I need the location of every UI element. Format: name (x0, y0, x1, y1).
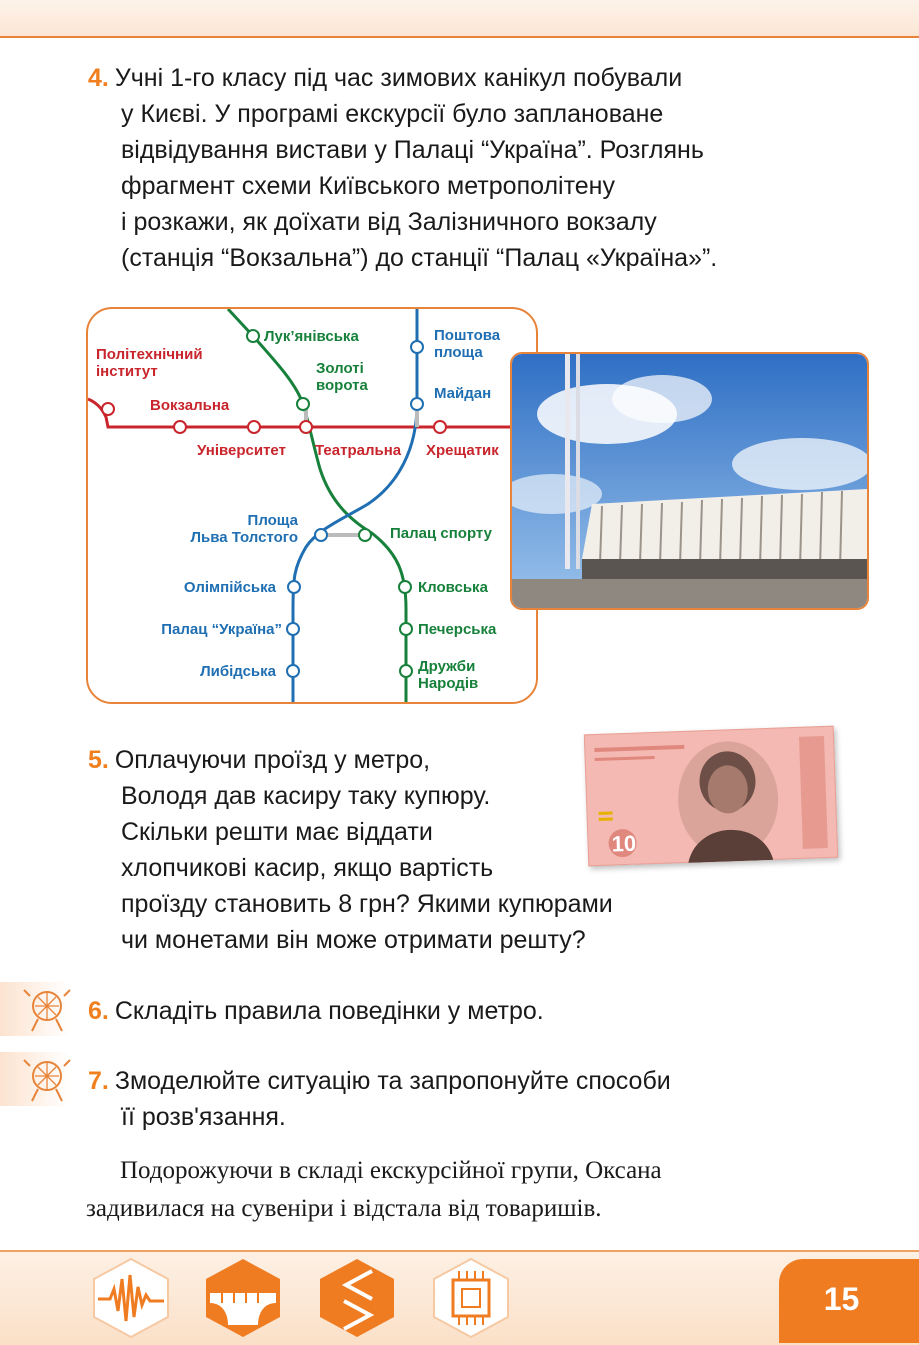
station-teatralna (300, 421, 312, 433)
task-7 (88, 1063, 671, 1135)
top-band (0, 0, 919, 38)
dreamcatcher-icon (22, 1054, 72, 1104)
label-olimpiiska: Олімпійська (183, 579, 276, 596)
page-number: 15 (823, 1281, 860, 1317)
station-universytet (248, 421, 260, 433)
story-line: задивилася на сувеніри і відстала від товаришів. (86, 1195, 602, 1222)
label-khreshchatyk: Хрещатик (426, 442, 499, 459)
label-ploshcha-lva: Площа (247, 512, 298, 529)
station-palats-sportu (359, 529, 371, 541)
waveform-icon (88, 1255, 174, 1341)
banknote-value: 10 (611, 830, 637, 857)
page-number-box (779, 1259, 919, 1343)
task-text-line: Учні 1-го класу під час зимових канікул побували (114, 64, 683, 92)
task-text-line: Змоделюйте ситуацію та запропонуйте способи (114, 1067, 671, 1095)
label-maidan: Майдан (434, 385, 492, 402)
station-olimpiiska (288, 581, 300, 593)
label-lva-tolstoho: Льва Толстого (190, 529, 298, 546)
station-druzhby-narodiv (400, 665, 412, 677)
station-vokzalna (174, 421, 186, 433)
label-instytut: інститут (96, 363, 158, 380)
task-4 (88, 60, 717, 276)
comparison-signs-icon (314, 1255, 400, 1341)
banknote-10-hryvnia (584, 726, 838, 867)
task-5 (88, 742, 613, 958)
task-number: 6. (88, 997, 109, 1025)
task-text-line: її розв'язання. (121, 1103, 286, 1131)
label-teatralna: Театральна (315, 442, 402, 459)
story-line: Подорожуючи в складі екскурсійної групи, Оксана (120, 1157, 662, 1184)
task-text-line: хлопчикові касир, якщо вартість (121, 854, 494, 882)
label-lybidska: Либідська (200, 663, 276, 680)
bridge-icon (200, 1255, 286, 1341)
station-lukianivska (247, 330, 259, 342)
task-text-line: Оплачуючи проїзд у метро, (114, 746, 431, 774)
label-universytet: Університет (197, 442, 286, 459)
label-lukianivska: Лук’янівська (264, 328, 359, 345)
task-number: 7. (88, 1067, 109, 1095)
label-narodiv: Народів (418, 675, 479, 692)
metro-map (86, 307, 538, 704)
dreamcatcher-icon (22, 984, 72, 1034)
task-text-line: чи монетами він може отримати решту? (121, 926, 586, 954)
task-text-line: і розкажи, як доїхати від Залізничного вокзалу (121, 208, 657, 236)
label-vokzalna: Вокзальна (150, 397, 230, 414)
label-zoloti: Золоті (316, 360, 364, 377)
station-lybidska (287, 665, 299, 677)
station-khreshchatyk (434, 421, 446, 433)
task-6 (88, 993, 544, 1029)
task-text-line: фрагмент схеми Київського метрополітену (121, 172, 615, 200)
task-number: 5. (88, 746, 109, 774)
task-text-line: Володя дав касиру таку купюру. (121, 782, 491, 810)
label-pecherska: Печерська (418, 621, 497, 638)
station-maidan (411, 398, 423, 410)
label-poshtova: Поштова (434, 327, 501, 344)
station-lva-tolstoho (315, 529, 327, 541)
station-pecherska (400, 623, 412, 635)
label-palats-ukraina: Палац “Україна” (161, 621, 282, 638)
task-text-line: Складіть правила поведінки у метро. (114, 997, 544, 1025)
task-text-line: (станція “Вокзальна”) до станції “Палац «Україна»”. (121, 244, 718, 272)
palace-ukraina-photo (510, 352, 869, 610)
task-text-line: відвідування вистави у Палаці “Україна”. Розглянь (121, 136, 704, 164)
story-paragraph (86, 1152, 862, 1228)
task-text-line: у Києві. У програмі екскурсії було заплановане (121, 100, 664, 128)
task-number: 4. (88, 64, 109, 92)
label-ploshcha: площа (434, 344, 483, 361)
label-vorota: ворота (316, 377, 368, 394)
task-text-line: проїзду становить 8 грн? Якими купюрами (121, 890, 613, 918)
label-klovska: Кловська (418, 579, 488, 596)
microchip-icon (428, 1255, 514, 1341)
label-palats-sportu: Палац спорту (390, 525, 492, 542)
station-palats-ukraina (287, 623, 299, 635)
station-politekhnichnyi (102, 403, 114, 415)
station-klovska (399, 581, 411, 593)
task-text-line: Скільки решти має віддати (121, 818, 433, 846)
label-politekhnichnyi: Політехнічний (96, 346, 203, 363)
label-druzhby: Дружби (418, 658, 476, 675)
metro-map-graphic (88, 309, 536, 702)
station-zoloti-vorota (297, 398, 309, 410)
station-poshtova (411, 341, 423, 353)
